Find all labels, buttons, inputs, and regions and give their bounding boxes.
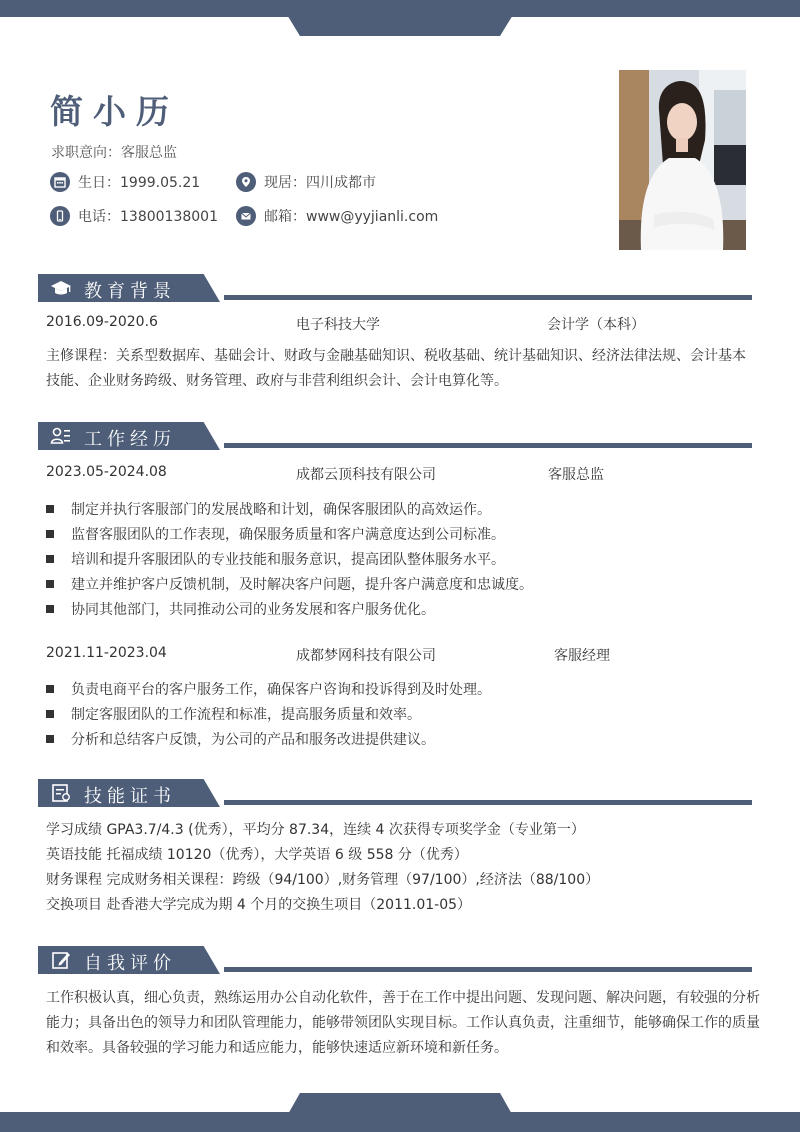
calendar-icon xyxy=(50,172,70,192)
work-section-rule xyxy=(224,443,752,448)
bullet-text: 培训和提升客服团队的专业技能和服务意识，提高团队整体服务水平。 xyxy=(71,551,505,568)
self-eval-text xyxy=(46,986,760,1061)
job-1-date: 2023.05-2024.08 xyxy=(46,464,167,480)
top-trapezoid-tab xyxy=(278,0,522,36)
bullet-square xyxy=(46,735,54,743)
list-item xyxy=(46,521,533,546)
list-item xyxy=(46,546,533,571)
bullet-square xyxy=(46,555,54,563)
skill-line: 财务课程 完成财务相关课程：跨级（94/100）,财务管理（97/100）,经济法（88/100） xyxy=(46,872,600,888)
birth-text: 生日：1999.05.21 xyxy=(78,175,201,191)
email-info xyxy=(236,206,438,226)
bullet-square xyxy=(46,605,54,613)
residence-text: 现居：四川成都市 xyxy=(264,175,376,191)
education-title: 教育背景 xyxy=(84,281,176,302)
list-item xyxy=(46,496,533,521)
list-item xyxy=(46,676,491,701)
bullet-text: 制定并执行客服部门的发展战略和计划，确保客服团队的高效运作。 xyxy=(71,501,491,518)
job-2-bullets xyxy=(46,676,491,751)
phone-icon xyxy=(50,206,70,226)
bullet-text: 建立并维护客户反馈机制，及时解决客户问题，提升客户满意度和忠诚度。 xyxy=(71,576,533,593)
list-item xyxy=(46,571,533,596)
graduation-cap-icon xyxy=(50,277,72,299)
bullet-square xyxy=(46,710,54,718)
skills-title: 技能证书 xyxy=(84,786,176,807)
self-eval-section-rule xyxy=(224,967,752,972)
person-list-icon xyxy=(50,425,72,447)
work-title: 工作经历 xyxy=(84,429,176,450)
job-2-date: 2021.11-2023.04 xyxy=(46,645,167,661)
self-eval-line-3: 和效率。具备较强的学习能力和适应能力，能够快速适应新环境和新任务。 xyxy=(46,1040,508,1056)
self-eval-line-2: 能力；具备出色的领导力和团队管理能力，能够带领团队实现目标。工作认真负责，注重细节，能够确保工作的质量 xyxy=(46,1015,760,1031)
certificate-icon xyxy=(50,782,72,804)
edu-date: 2016.09-2020.6 xyxy=(46,314,158,330)
list-item xyxy=(46,701,491,726)
job-1-position: 客服总监 xyxy=(548,467,604,483)
self-eval-line-1: 工作积极认真，细心负责，熟练运用办公自动化软件，善于在工作中提出问题、发现问题、解决问题，有较强的分析 xyxy=(46,990,760,1006)
edu-major: 会计学（本科） xyxy=(547,317,645,333)
residence-info xyxy=(236,172,376,192)
skill-line: 交换项目 赴香港大学完成为期 4 个月的交换生项目（2011.01-05） xyxy=(46,897,472,913)
job-1-bullets xyxy=(46,496,533,621)
edu-courses-line-1: 主修课程：关系型数据库、基础会计、财政与金融基础知识、税收基础、统计基础知识、经济法律法规、会计基本 xyxy=(46,348,746,364)
bullet-text: 制定客服团队的工作流程和标准，提高服务质量和效率。 xyxy=(71,706,421,723)
edu-courses-line-2: 技能、企业财务跨级、财务管理、政府与非营利组织会计、会计电算化等。 xyxy=(46,373,508,389)
phone-info xyxy=(50,206,218,226)
job-2-company: 成都梦网科技有限公司 xyxy=(296,648,436,664)
candidate-name: 简小历 xyxy=(50,92,179,131)
bullet-square xyxy=(46,505,54,513)
skill-line: 学习成绩 GPA3.7/4.3 (优秀），平均分 87.34，连续 4 次获得专项奖学金（专业第一） xyxy=(46,822,585,838)
bullet-square xyxy=(46,685,54,693)
list-item xyxy=(46,726,491,751)
bullet-text: 监督客服团队的工作表现，确保服务质量和客户满意度达到公司标准。 xyxy=(71,526,505,543)
job-intent-label: 求职意向： xyxy=(51,145,121,161)
list-item xyxy=(46,596,533,621)
job-1-company: 成都云顶科技有限公司 xyxy=(296,467,436,483)
bullet-text: 分析和总结客户反馈，为公司的产品和服务改进提供建议。 xyxy=(71,731,435,748)
job-intent-value: 客服总监 xyxy=(121,145,177,161)
bottom-border-bar xyxy=(0,1112,800,1132)
bullet-square xyxy=(46,580,54,588)
edit-icon xyxy=(50,949,72,971)
self-eval-title: 自我评价 xyxy=(84,953,176,974)
email-text: 邮箱：www@yyjianli.com xyxy=(264,209,439,225)
job-intent xyxy=(51,142,177,162)
email-icon xyxy=(236,206,256,226)
bullet-square xyxy=(46,530,54,538)
birth-info xyxy=(50,172,200,192)
skill-line: 英语技能 托福成绩 10120（优秀），大学英语 6 级 558 分（优秀） xyxy=(46,847,468,863)
profile-photo xyxy=(619,70,746,250)
education-section-rule xyxy=(224,295,752,300)
edu-school: 电子科技大学 xyxy=(296,317,380,333)
skills-section-rule xyxy=(224,800,752,805)
phone-text: 电话：13800138001 xyxy=(78,209,218,225)
bullet-text: 协同其他部门，共同推动公司的业务发展和客户服务优化。 xyxy=(71,601,435,618)
location-icon xyxy=(236,172,256,192)
skills-list xyxy=(46,818,599,918)
bullet-text: 负责电商平台的客户服务工作，确保客户咨询和投诉得到及时处理。 xyxy=(71,681,491,698)
job-2-position: 客服经理 xyxy=(554,648,610,664)
